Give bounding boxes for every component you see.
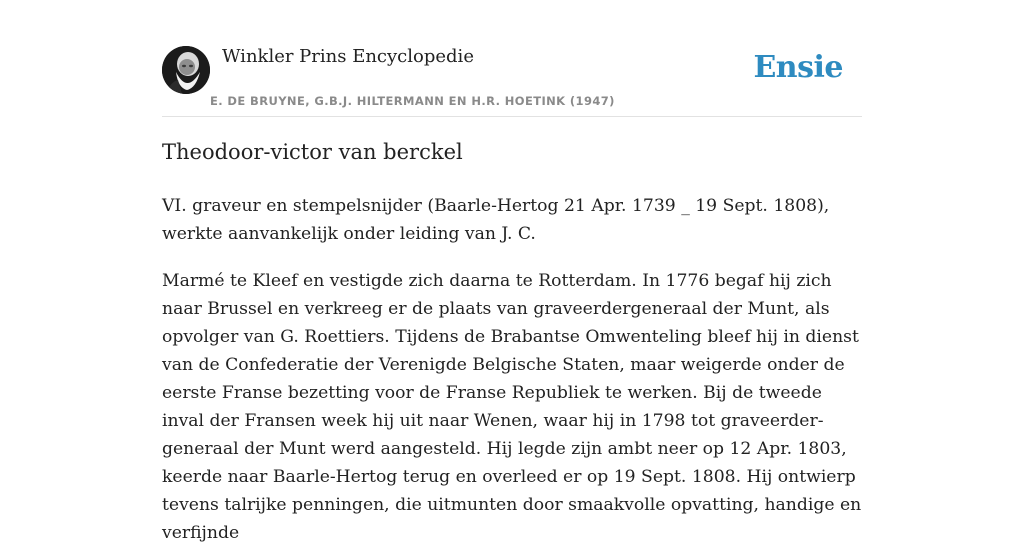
source-title[interactable]: Winkler Prins Encyclopedie [222, 46, 474, 67]
article-paragraph: VI. graveur en stempelsnijder (Baarle-Hertog 21 Apr. 1739 _ 19 Sept. 1808), werkte aanvankelijk onder leiding van J. C. [162, 196, 830, 244]
page [162, 0, 862, 543]
article-title: Theodoor-victor van berckel [162, 140, 463, 164]
source-header [162, 0, 862, 117]
article-paragraph: Marmé te Kleef en vestigde zich daarna te Rotterdam. In 1776 begaf hij zich naar Brussel en verkreeg er de plaats van graveerdergeneraal der Munt, als opvolger van G. Roettiers. Tijdens de Brabantse Omwenteling bleef hij in dienst van de Confederatie der Verenigde Belgische Staten, maar weigerde onder de eerste Franse bezetting voor de Franse Republiek te werken. Bij de tweede inval der Fransen week hij uit naar Wenen, waar hij in 1798 tot graveerder-generaal der Munt werd aangesteld. Hij legde zijn ambt neer op 12 Apr. 1803, keerde naar Baarle-Hertog terug en overleed er op 19 Sept. 1808. Hij ontwierp tevens talrijke penningen, die uitmunten door smaakvolle opvatting, handige en verfijnde [162, 271, 862, 543]
author-avatar[interactable] [162, 46, 210, 94]
ensie-logo-link[interactable]: Ensie [753, 50, 843, 85]
portrait-icon [162, 46, 210, 94]
source-authors: E. DE BRUYNE, G.B.J. HILTERMANN EN H.R. HOETINK (1947) [210, 94, 615, 108]
